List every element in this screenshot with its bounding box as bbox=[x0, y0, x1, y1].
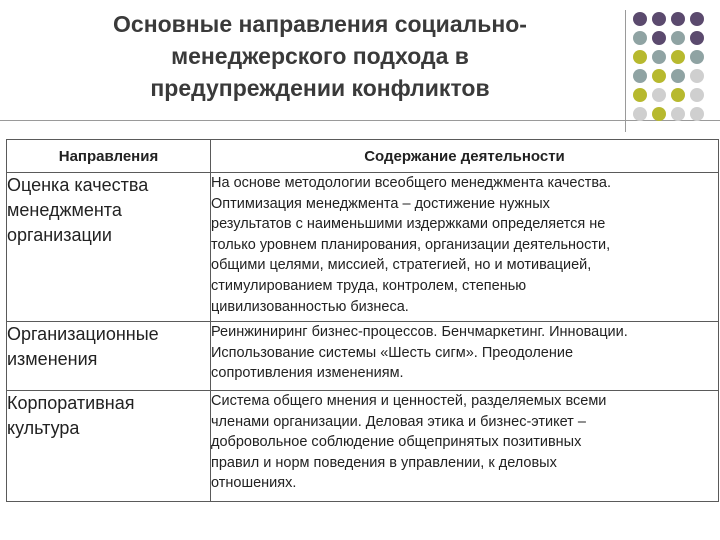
decor-dot bbox=[633, 50, 647, 64]
decor-dot bbox=[690, 88, 704, 102]
direction-line: изменения bbox=[7, 349, 98, 369]
decor-dot bbox=[633, 107, 647, 121]
decor-dot bbox=[652, 69, 666, 83]
table-row bbox=[7, 173, 719, 322]
content-cell bbox=[211, 173, 719, 322]
content-line: правил и норм поведения в управлении, к деловых bbox=[211, 454, 557, 471]
decor-dot bbox=[633, 69, 647, 83]
decor-dot bbox=[690, 50, 704, 64]
decor-dot bbox=[671, 50, 685, 64]
decor-dot bbox=[671, 107, 685, 121]
direction-cell bbox=[7, 322, 211, 391]
table-row bbox=[7, 391, 719, 502]
decor-dot bbox=[652, 88, 666, 102]
directions-table bbox=[6, 139, 719, 502]
content-line: Оптимизация менеджмента – достижение нужных bbox=[211, 195, 550, 212]
decor-dot bbox=[671, 31, 685, 45]
slide-title bbox=[40, 8, 600, 104]
direction-line: организации bbox=[7, 225, 112, 245]
decor-dot bbox=[633, 31, 647, 45]
direction-cell bbox=[7, 391, 211, 502]
content-cell bbox=[211, 391, 719, 502]
table-row bbox=[7, 322, 719, 391]
content-line: отношениях. bbox=[211, 475, 297, 492]
decor-dot bbox=[633, 88, 647, 102]
direction-line: менеджмента bbox=[7, 200, 122, 220]
content-line: только уровнем планирования, организации деятельности, bbox=[211, 236, 611, 253]
content-line: сопротивления изменениям. bbox=[211, 365, 404, 382]
content-line: общими целями, миссией, стратегией, но и мотивацией, bbox=[211, 257, 592, 274]
title-line: предупреждении конфликтов bbox=[150, 75, 490, 101]
content-line: Реинжиниринг бизнес-процессов. Бенчмаркетинг. Инновации. bbox=[211, 324, 628, 340]
content-line: цивилизованностью бизнеса. bbox=[211, 298, 409, 315]
direction-line: Организационные bbox=[7, 324, 159, 344]
decor-dot bbox=[652, 12, 666, 26]
decor-dot bbox=[652, 31, 666, 45]
decor-dot bbox=[690, 12, 704, 26]
decor-dot bbox=[690, 31, 704, 45]
content-line: Система общего мнения и ценностей, разделяемых всеми bbox=[211, 393, 607, 409]
decor-dot-grid bbox=[633, 12, 704, 121]
title-line: менеджерского подхода в bbox=[171, 43, 469, 69]
header-directions: Направления bbox=[7, 140, 211, 173]
decor-vertical-line bbox=[625, 10, 626, 132]
decor-dot bbox=[652, 50, 666, 64]
content-line: членами организации. Деловая этика и бизнес-этикет – bbox=[211, 413, 586, 430]
header-content: Содержание деятельности bbox=[211, 140, 719, 173]
decor-dot bbox=[690, 69, 704, 83]
decor-dot bbox=[633, 12, 647, 26]
direction-line: Корпоративная bbox=[7, 393, 135, 413]
direction-line: Оценка качества bbox=[7, 175, 149, 195]
content-line: добровольное соблюдение общепринятых позитивных bbox=[211, 434, 582, 451]
decor-dot bbox=[690, 107, 704, 121]
direction-cell bbox=[7, 173, 211, 322]
decor-dot bbox=[652, 107, 666, 121]
content-cell bbox=[211, 322, 719, 391]
decor-dot bbox=[671, 69, 685, 83]
content-line: Использование системы «Шесть сигм». Преодоление bbox=[211, 344, 574, 361]
decor-horizontal-line bbox=[0, 120, 720, 121]
content-line: результатов с наименьшими издержками определяется не bbox=[211, 216, 606, 233]
decor-dot bbox=[671, 88, 685, 102]
direction-line: культура bbox=[7, 418, 80, 438]
title-line: Основные направления социально- bbox=[113, 11, 527, 37]
table-header-row bbox=[7, 140, 719, 173]
content-line: На основе методологии всеобщего менеджмента качества. bbox=[211, 175, 611, 191]
decor-dot bbox=[671, 12, 685, 26]
content-line: стимулированием труда, контролем, степенью bbox=[211, 277, 527, 294]
